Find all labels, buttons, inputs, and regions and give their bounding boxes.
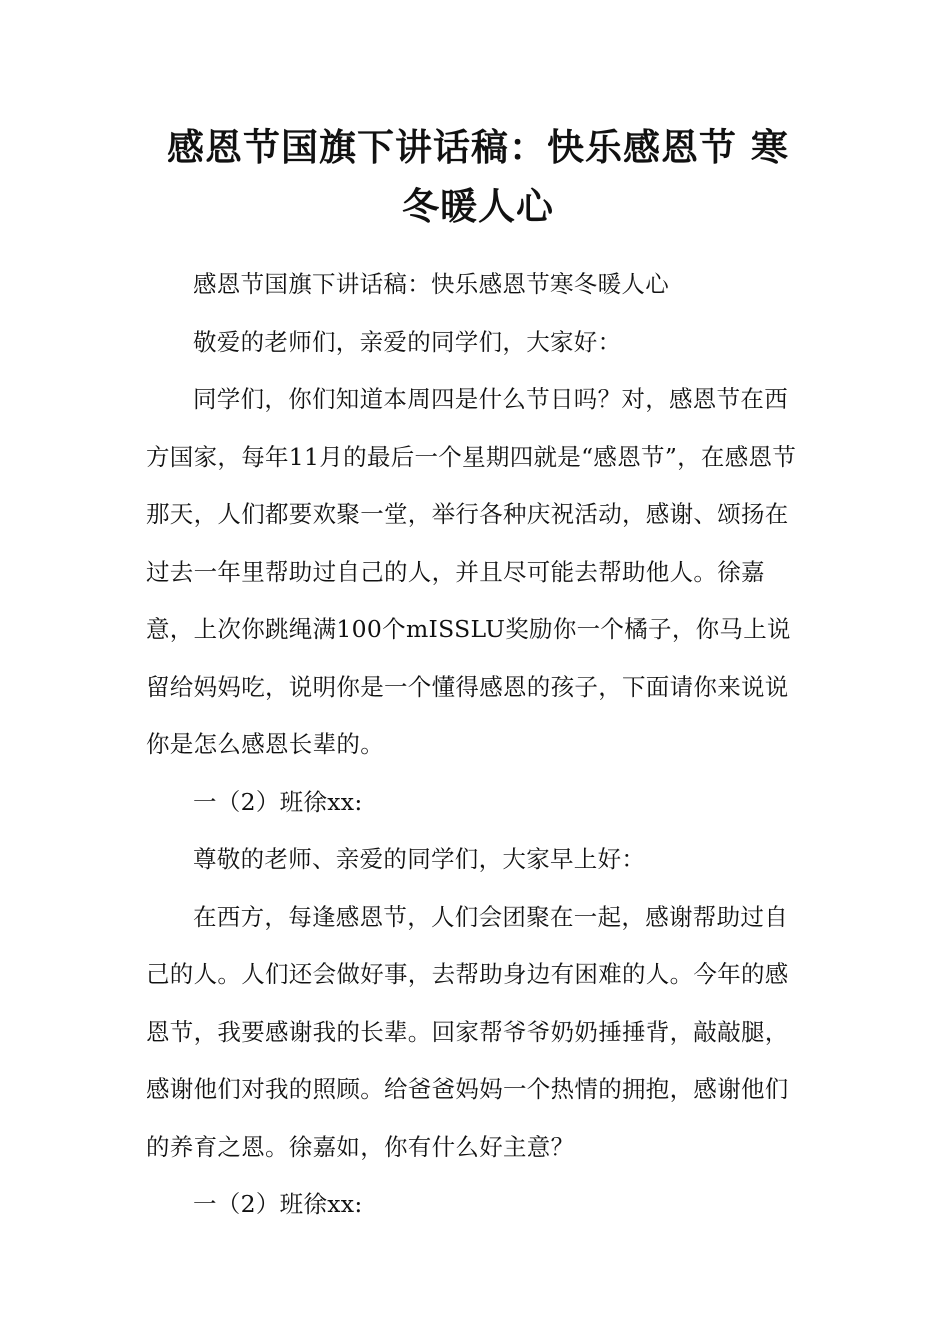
title-line-2: 冬暖人心 bbox=[402, 185, 554, 228]
paragraph-intro: 同学们，你们知道本周四是什么节日吗？对，感恩节在西方国家，每年11月的最后一个星期四就是“感恩节”，在感恩节那天，人们都要欢聚一堂，举行各种庆祝活动，感谢、颂扬在过去一年里帮助过自己的人，并且尽可能去帮助他人。徐嘉意，上次你跳绳满100个mISSLU奖励你一个橘子，你马上说留给妈妈吃，说明你是一个懂得感恩的孩子，下面请你来说说你是怎么感恩长辈的。 bbox=[146, 385, 797, 758]
paragraph-subtitle: 感恩节国旗下讲话稿：快乐感恩节寒冬暖人心 bbox=[193, 270, 669, 298]
paragraph-greeting-2: 尊敬的老师、亲爱的同学们，大家早上好： bbox=[193, 845, 646, 873]
paragraph-speech: 在西方，每逢感恩节，人们会团聚在一起，感谢帮助过自己的人。人们还会做好事，去帮助身边有困难的人。今年的感恩节，我要感谢我的长辈。回家帮爷爷奶奶捶捶背，敲敲腿，感谢他们对我的照顾。给爸爸妈妈一个热情的拥抱，感谢他们的养育之恩。徐嘉如，你有什么好主意？ bbox=[146, 902, 789, 1161]
paragraph-speaker-2: 一（2）班徐xx: bbox=[193, 1190, 363, 1218]
document-title bbox=[146, 118, 810, 236]
title-line-1: 感恩节国旗下讲话稿：快乐感恩节 寒 bbox=[167, 126, 789, 169]
document-body bbox=[146, 256, 810, 1234]
paragraph-speaker-1: 一（2）班徐xx: bbox=[193, 787, 363, 816]
paragraph-greeting: 敬爱的老师们，亲爱的同学们，大家好： bbox=[193, 327, 622, 356]
